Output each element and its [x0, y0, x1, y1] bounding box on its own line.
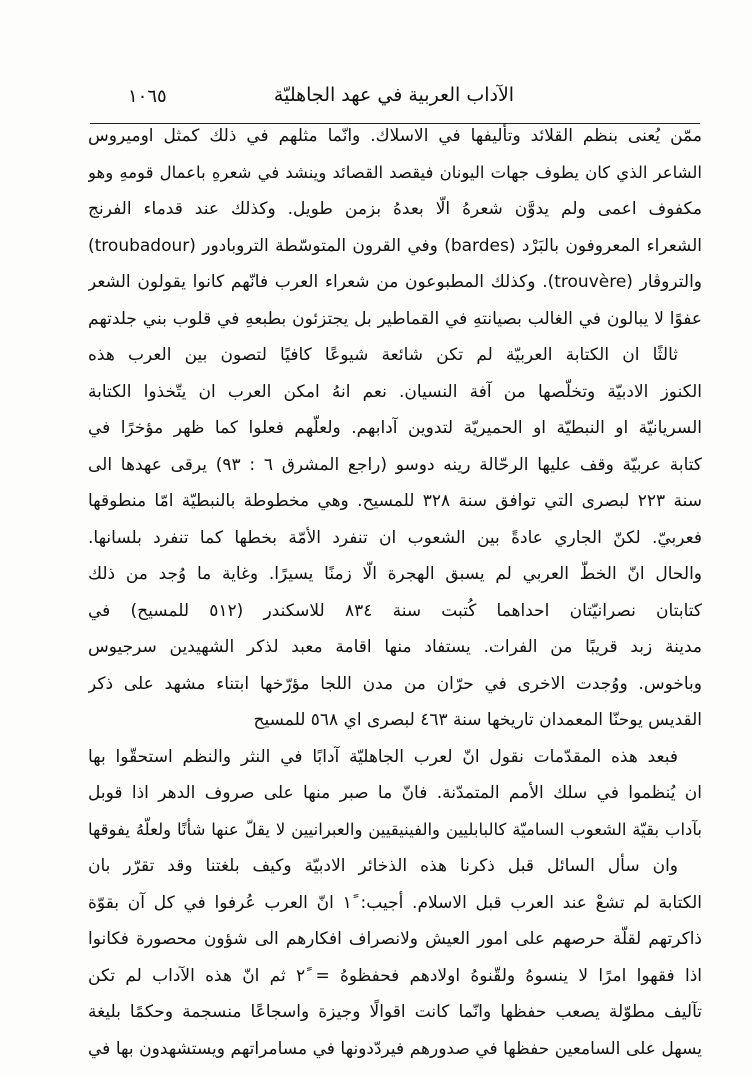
text-line: الشعراء المعروفون بالبَرْد (bardes) وفي القرون المتوسّطة التروبادور (troubadour) [88, 235, 702, 256]
page-number: ١٠٦٥ [128, 86, 167, 107]
text-line: ان يُنظموا في سلك الأمم المتمدّنة. فانّ ما صبر منها على صروف الدهر اذا قوبل [88, 783, 702, 803]
text-line: تآليف مطوّلة يصعب حفظها وانّما كانت اقوالًا وجيزة واسجاعًا منسجمة وحكمًا بليغة [88, 1002, 702, 1022]
text-line: الكتابة لم تشعْ عند العرب قبل الاسلام. أجيب: ١ً انّ العرب عُرفوا في كل آن بقوّة [88, 892, 702, 913]
paragraph-end-line: القديس يوحنّا المعمدان تاريخها سنة ٤٦٣ لبصرى اي ٥٦٨ للمسيح [253, 710, 702, 730]
body-text [88, 118, 702, 1067]
paragraph-start-line: فبعد هذه المقدّمات نقول انّ لعرب الجاهليّة آدابًا في النثر والنظم استحقّوا بها [88, 746, 678, 767]
text-line: الكنوز الادبيّة وتخلّصها من آفة النسيان. نعم انهُ امكن العرب ان يتّخذوا الكتابة [88, 381, 702, 402]
text-line: الشاعر الذي كان يطوف جهات اليونان فيقصد القصائد وينشد في شعرهِ باعمال قومهِ وهو [88, 162, 702, 182]
text-line: سنة ٢٢٣ لبصرى التي توافق سنة ٣٢٨ للمسيح. وهي مخطوطة بالنبطيّة امّا منطوقها [88, 491, 702, 511]
text-line: مكفوف اعمى ولم يدوَّن شعرهُ الّا بعدهُ بزمن طويل. وكذلك عند قدماء الفرنج [88, 199, 702, 219]
text-line: يسهل على السامعين حفظها في صدورهم فيردّدونها في مسامراتهم ويستشهدون بها في [88, 1038, 702, 1059]
paragraph-start-line: وان سأل السائل قبل ذكرنا هذه الذخائر الادبيّة وكيف بلغتنا وقد تقرّر بان [88, 856, 678, 876]
running-title: الآداب العربية في عهد الجاهليّة [273, 84, 515, 106]
text-line: كتابة عربيّة وقف عليها الرحّالة رينه دوسو (راجع المشرق ٦ : ٩٣) يرقى عهدها الى [88, 454, 702, 475]
text-line: السريانيّة او النبطيّة او الحميريّة لتدوين آدابهم. ولعلّهم فعلوا كما ظهر مؤخرًا في [88, 418, 702, 438]
text-line: ذاكرتهم لقلّة حرصهم على امور العيش ولانصراف افكارهم الى شؤون محصورة فكانوا [88, 929, 702, 949]
text-line: عفوًا لا يبالون في الغالب بصيانتهِ في القماطير بل يجتزئون بطبعهِ في قلوب بني جلدتهم [88, 308, 702, 329]
text-line: والتروڤار (trouvère). وكذلك المطبوعون من شعراء العرب فانّهم كانوا يقولون الشعر [88, 272, 702, 292]
text-line: اذا فقهوا امرًا لا ينسوهُ ولقّنوهُ اولادهم فحفظوهُ = ٢ً ثم انّ هذه الآداب لم تكن [88, 965, 702, 986]
text-line: مدينة زبد قريبًا من الفرات. يستفاد منها اقامة معبد لذكر الشهيدين سرجيوس [88, 637, 702, 657]
text-line: بآداب بقيّة الشعوب الساميّة كالبابليين والفينيقيين والعبرانيين لا يقلّ عنها شأنًا ولعلّهُ يفوقها [88, 819, 702, 839]
paragraph-start-line: ثالثًا ان الكتابة العربيّة لم تكن شائعة شيوعًا كافيًا لتصون بين العرب هذه [88, 345, 678, 365]
text-line: فعربيّ. لكنّ الجاري عادةً بين الشعوب ان تنفرد الأمّة بخطها كما تنفرد بلسانها. [88, 527, 702, 548]
text-line: ممّن يُعنى بنظم القلائد وتأليفها في الاسلاك. وانّما مثلهم في ذلك كمثل اوميروس [88, 126, 702, 146]
page-header [88, 80, 700, 120]
text-line: كتابتان نصرانيّتان احداهما كُتبت سنة ٨٣٤ للاسكندر (٥١٢ للمسيح) في [88, 600, 702, 621]
text-line: وباخوس. ووُجدت الاخرى في حرّان من مدن اللجا مؤرّخها ابتناء مشهد على ذكر [88, 673, 702, 694]
text-line: والحال انّ الخطّ العربي لم يسبق الهجرة الّا زمنًا يسيرًا. وغاية ما وُجد من ذلك [88, 564, 702, 584]
